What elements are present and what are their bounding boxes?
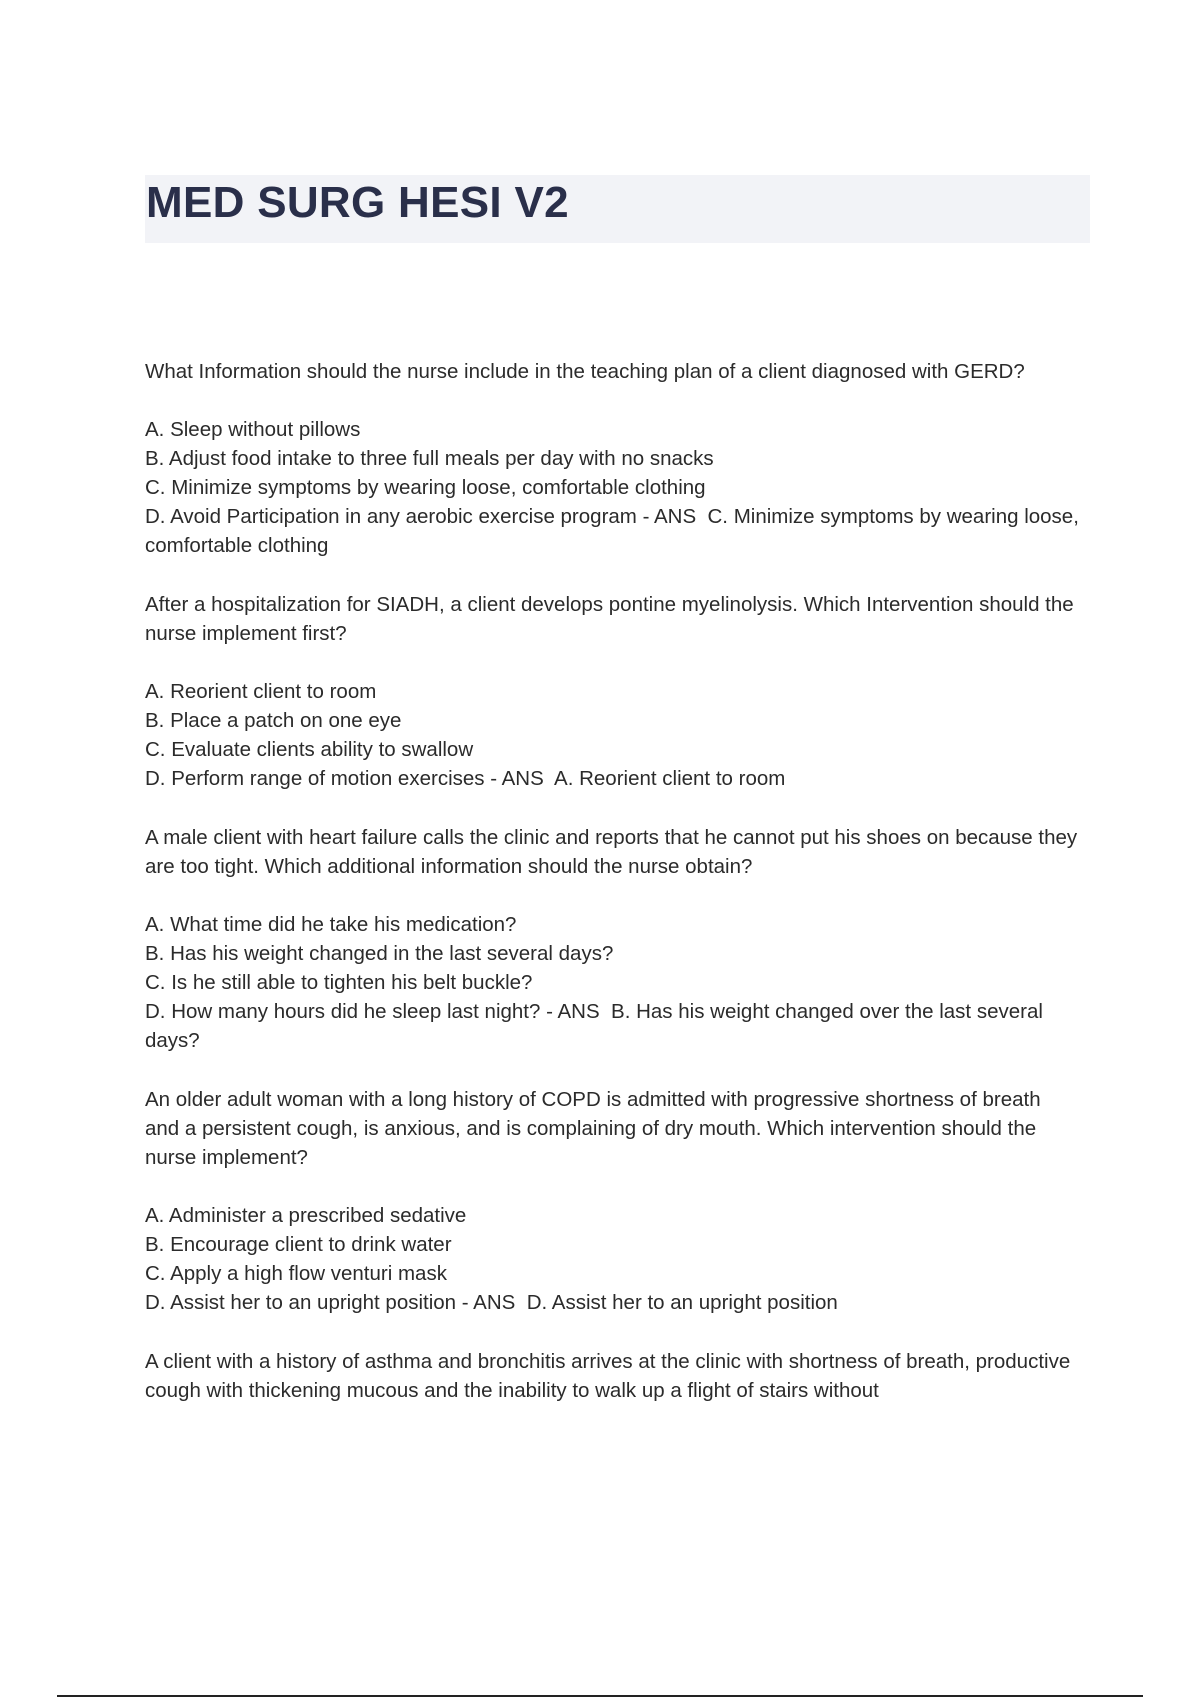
option-d-with-answer [145,502,1085,560]
option-a: A. Reorient client to room [145,680,377,703]
option-c: C. Apply a high flow venturi mask [145,1262,447,1285]
option-a: A. Administer a prescribed sedative [145,1204,467,1227]
option-d-with-answer [145,764,1080,793]
answer-text: - ANS B. Has his weight changed over the last several days? [145,1000,1049,1052]
option-d-with-answer [145,1288,1080,1317]
option-c: C. Is he still able to tighten his belt buckle? [145,971,533,994]
question-text: A male client with heart failure calls the clinic and reports that he cannot put his shoes on because they are too tight. Which additional information should the nurse obtain? [145,826,1078,878]
question-block [145,823,1080,1055]
option-d: D. Perform range of motion exercises [145,767,485,790]
document-title: MED SURG HESI V2 [146,178,569,227]
question-text: After a hospitalization for SIADH, a client develops pontine myelinolysis. Which Intervention should the nurse implement first? [145,593,1074,645]
option-b: B. Adjust food intake to three full meals per day with no snacks [145,447,714,470]
answer-text: - ANS A. Reorient client to room [484,767,786,790]
question-block [145,1085,1080,1317]
question-text-partial: A client with a history of asthma and bronchitis arrives at the clinic with shortness of breath, productive cough with thickening mucous and the inability to walk up a flight of stairs without [145,1350,1071,1402]
option-a: A. Sleep without pillows [145,418,361,441]
option-d-with-answer [145,997,1080,1055]
option-c: C. Evaluate clients ability to swallow [145,738,474,761]
option-c: C. Minimize symptoms by wearing loose, comfortable clothing [145,476,706,499]
question-text: An older adult woman with a long history of COPD is admitted with progressive shortness of breath and a persistent cough, is anxious, and is complaining of dry mouth. Which intervention should the nurse implement? [145,1088,1041,1169]
option-d: D. Avoid Participation in any aerobic exercise program [145,505,637,528]
question-block-partial [145,1347,1080,1405]
question-block [145,357,1085,560]
option-b: B. Place a patch on one eye [145,709,402,732]
question-block [145,590,1080,793]
answer-text: - ANS D. Assist her to an upright position [456,1291,838,1314]
option-b: B. Encourage client to drink water [145,1233,452,1256]
option-a: A. What time did he take his medication? [145,913,517,936]
option-d: D. How many hours did he sleep last night? [145,1000,541,1023]
answer-text: - ANS C. Minimize symptoms by wearing loose, comfortable clothing [145,505,1085,557]
option-d: D. Assist her to an upright position [145,1291,457,1314]
question-text: What Information should the nurse include in the teaching plan of a client diagnosed with GERD? [145,360,1025,383]
page-bottom-rule [57,1695,1143,1697]
questions-content [145,357,1085,1435]
option-b: B. Has his weight changed in the last several days? [145,942,614,965]
